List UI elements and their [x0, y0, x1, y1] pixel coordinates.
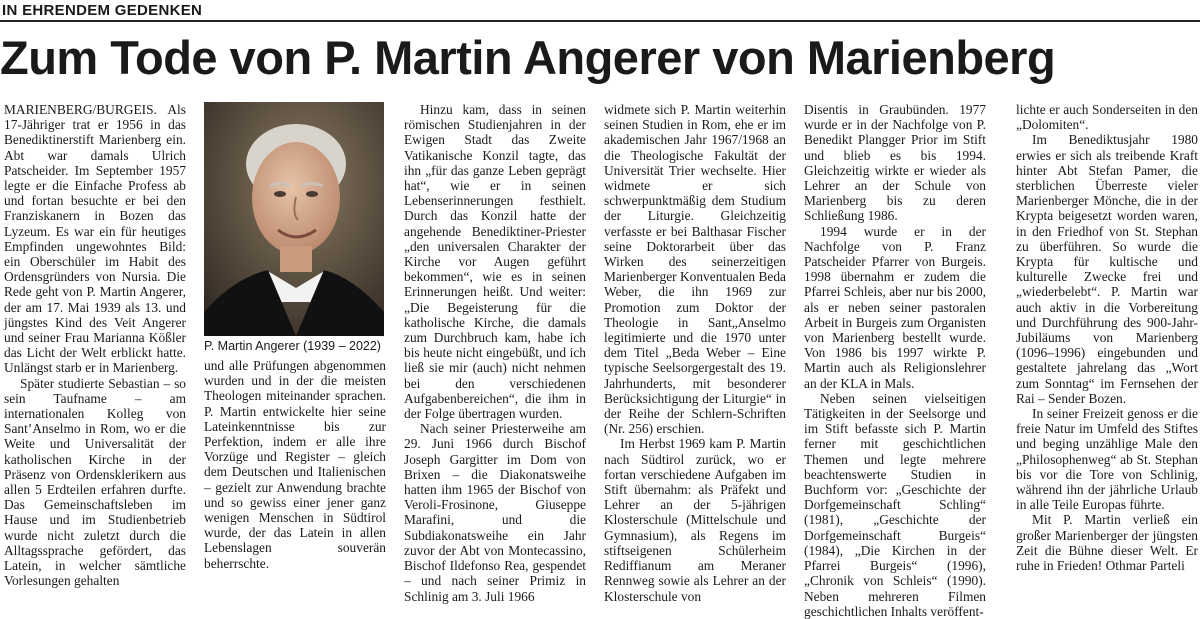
article-column-4 — [604, 102, 786, 604]
paragraph: Nach seiner Priesterweihe am 29. Juni 1966 durch Bischof Joseph Gargitter im Dom von Brixen – die Diakonatsweihe hatten ihm 1965 der Bischof von Veroli-Frosinone, Giuseppe Marafini, und die Subdiakonatsweihe ein Jahr zuvor der Abt von Montecassino, Bischof Ildefonso Rea, gespendet – und nach seiner Primiz in Schlinig am 3. Juli 1966 — [404, 421, 586, 604]
article-column-1 — [4, 102, 186, 589]
article-column-3 — [404, 102, 586, 604]
portrait-image — [204, 102, 384, 336]
paragraph: Im Herbst 1969 kam P. Martin nach Südtirol zurück, wo er fortan verschiedene Aufgaben im Stift übernahm: als Präfekt und Lehrer an der 5-jährigen Klosterschule (Mittelschule und Gymnasium), als Regens im stiftseigenen Schülerheim Rediffianum am Meraner Rennweg sowie als Lehrer an der Klosterschule von — [604, 436, 786, 604]
paragraph: Disentis in Graubünden. 1977 wurde er in der Nachfolge von P. Benedikt Plangger Prior im Stift und blieb es bis 1994. Gleichzeitig wirkte er wieder als Lehrer an der Schule von Marienberg bis zu deren Schließung 1986. — [804, 102, 986, 224]
paragraph: Später studierte Sebastian – so sein Taufname – am internationalen Kolleg von Sant’Anselmo in Rom, wo er die Weite und Universalität der katholischen Kirche in der Präsenz von Ordensklerikern aus allen 5 Erdteilen erfahren durfte. Das Gemeinschaftsleben im Hause und im Studienbetrieb wurde nicht zuletzt durch die Alltagssprache gefördert, das Latein, in welcher sämtliche Vorlesungen gehalten — [4, 375, 186, 589]
paragraph: Hinzu kam, dass in seinen römischen Studienjahren in der Ewigen Stadt das Zweite Vatikanische Konzil tagte, das ihn „für das ganze Leben geprägt hat“, wie er in seinen Lebenserinnerungen festhielt. Durch das Konzil hatte der angehende Benediktiner-Priester „den universalen Charakter der Kirche vor Augen geführt bekommen“, wie es in seinen Erinnerungen heißt. Und weiter: „Die Begeisterung für die katholische Kirche, die damals zum Durchbruch kam, habe ich bis heute nicht eingebüßt, und ich ließ sie mir (auch) nicht nehmen bei den verschiedenen Aufgabenbereichen“, die ihm in der Folge übertragen wurden. — [404, 102, 586, 422]
article-column-5 — [804, 102, 986, 619]
article-headline: Zum Tode von P. Martin Angerer von Marienberg — [0, 31, 1056, 84]
section-kicker: IN EHRENDEM GEDENKEN — [0, 0, 1200, 22]
article-column-2 — [204, 358, 386, 580]
paragraph: lichte er auch Sonderseiten in den „Dolomiten“. — [1016, 102, 1198, 133]
paragraph: Im Benediktusjahr 1980 erwies er sich als treibende Kraft hinter Abt Stefan Pamer, die sterblichen Überreste vieler Marienberger Mönche, die in der Krypta beigesetzt worden waren, in den Friedhof von St. Stephan zu überführen. So wurde die Krypta für kultische und kulturelle Zwecke frei und „wiederbelebt“. P. Martin war auch aktiv in die Vorbereitung und Durchführung des 900-Jahr-Jubiläums von Marienberg (1096–1996) eingebunden und gestaltete jahrelang das „Wort zum Sonntag“ im Fernsehen der Rai – Sender Bozen. — [1016, 132, 1198, 406]
paragraph: und alle Prüfungen abgenommen wurden und in der die meisten Theologen miteinander sprachen. P. Martin entwickelte hier seine Lateinkenntnisse bis zur Perfektion, indem er alle ihre Vorzüge und Register – gleich dem Deutschen und Italienischen – gezielt zur Anwendung brachte und so gewiss einer jener ganz wenigen Menschen in Südtirol wurde, der das Latein in allen Lebenslagen souverän beherrschte. — [204, 358, 386, 571]
paragraph: 1994 wurde er in der Nachfolge von P. Franz Patscheider Pfarrer von Burgeis. 1998 übernahm er zudem die Pfarrei Schleis, aber nur bis 2000, als er neben seiner pastoralen Arbeit in Burgeis zum Organisten von Marienberg bestellt wurde. Von 1986 bis 1997 wirkte P. Martin auch als Religionslehrer an der KLA in Mals. — [804, 223, 986, 391]
paragraph: Neben seinen vielseitigen Tätigkeiten in der Seelsorge und im Stift befasste sich P. Martin ferner mit geschichtlichen Themen und legte mehrere beachtenswerte Studien in Buchform vor: „Geschichte der Dorfgemeinschaft Schling“ (1981), „Geschichte der Dorfgemeinschaft Burgeis“ (1984), „Die Kirchen in der Pfarrei Burgeis“ (1996), „Chronik von Schleis“ (1990). Neben mehreren Filmen geschichtlichen Inhalts veröffent- — [804, 390, 986, 619]
portrait-photo — [204, 102, 384, 336]
paragraph: MARIENBERG/BURGEIS. Als 17-Jähriger trat er 1956 in das Benediktinerstift Marienberg ein. Abt war damals Ulrich Patscheider. Im September 1957 legte er die Einfache Profess ab und fortan besuchte er bei den Franziskanern in Bozen das Lyzeum. Es war ein für heutiges Empfinden ungewohntes Bild: ein Oberschüler im Habit des Ordensgründers von Nursia. Die Rede geht von P. Martin Angerer, der am 17. Mai 1939 als 13. und jüngstes Kind des Veit Angerer und seiner Frau Marianna Kößler das Licht der Welt erblickt hatte. Unlängst starb er in Marienberg. — [4, 102, 186, 376]
paragraph: widmete sich P. Martin weiterhin seinen Studien in Rom, ehe er im akademischen Jahr 1967/1968 an die Theologische Fakultät der Universität Trier wechselte. Hier widmete er sich schwerpunktmäßig dem Studium der Liturgie. Gleichzeitig verfasste er bei Balthasar Fischer seine Doktorarbeit über das Wirken des seinerzeitigen Marienberger Konventualen Beda Weber, die ihn 1969 zur Promotion zum Doktor der Theologie in Sant„Anselmo legitimierte und die 1970 unter dem Titel „Beda Weber – Eine typische Seelsorgergestalt des 19. Jahrhunderts, mit besonderer Berücksichtigung der Liturgie“ in der Reihe der Schlern-Schriften (Nr. 256) erschien. — [604, 102, 786, 437]
paragraph: In seiner Freizeit genoss er die freie Natur im Umfeld des Stiftes und beging unzählige Male den „Philosophenweg“ ab St. Stephan bis vor die Tore von Schlinig, während ihn der jährliche Urlaub in alle Teile Europas führte. — [1016, 406, 1198, 513]
photo-caption: P. Martin Angerer (1939 – 2022) — [204, 339, 381, 353]
article-column-6 — [1016, 102, 1198, 580]
paragraph: Mit P. Martin verließ ein großer Marienberger der jüngsten Zeit die Bühne dieser Welt. Er ruhe in Frieden! Othmar Parteli — [1016, 512, 1198, 574]
